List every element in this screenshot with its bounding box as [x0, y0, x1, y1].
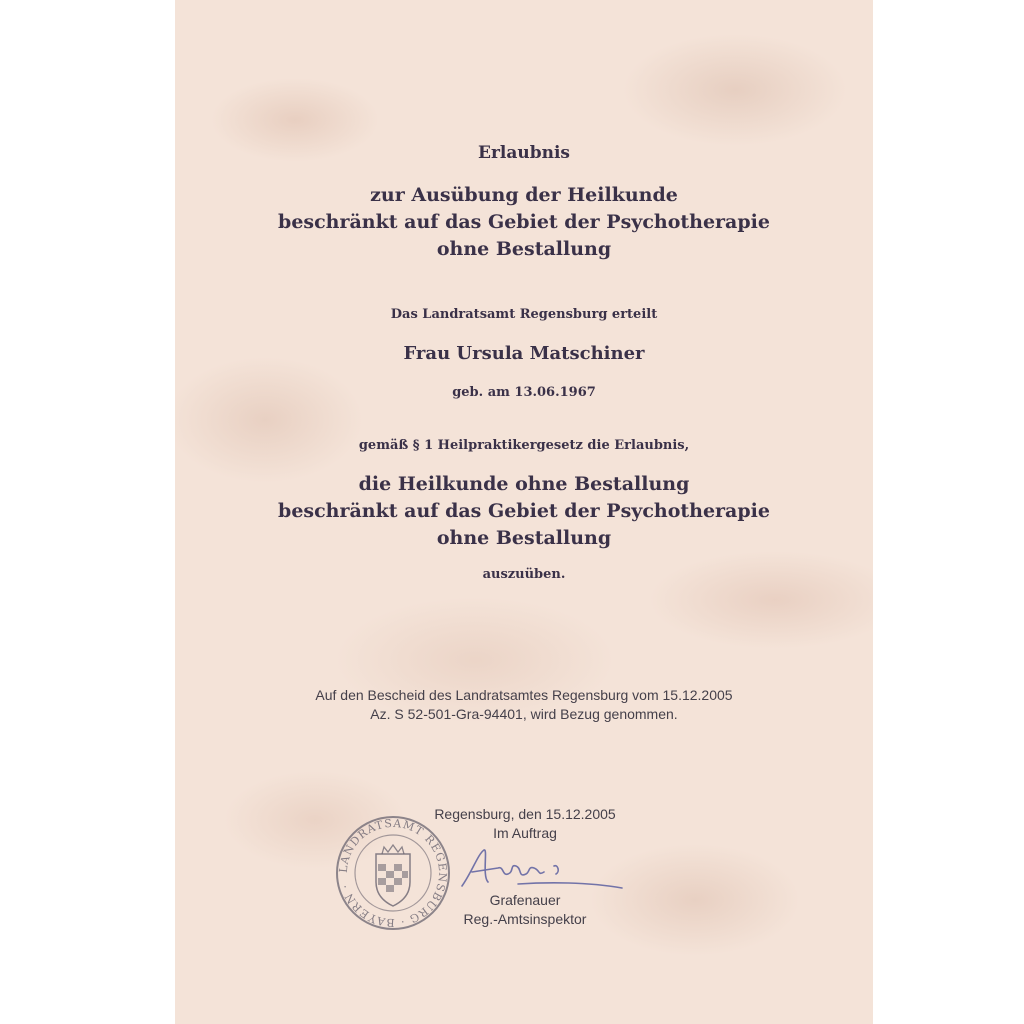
subtitle-line: beschränkt auf das Gebiet der Psychotherapie: [278, 211, 770, 233]
place-date: Regensburg, den 15.12.2005: [434, 806, 616, 822]
certificate-page: [175, 0, 873, 1024]
permission-block: [175, 471, 873, 552]
svg-text:LANDRATSAMT REGENSBURG · BAYER: LANDRATSAMT REGENSBURG · BAYERN ·: [336, 816, 450, 930]
signer-title: Reg.-Amtsinspektor: [463, 911, 587, 927]
subtitle-block: [175, 182, 873, 263]
issuer-text: Das Landratsamt Regensburg erteilt: [390, 307, 658, 322]
signer-name: Grafenauer: [489, 892, 561, 908]
legal-basis: gemäß § 1 Heilpraktikergesetz die Erlaubnis,: [358, 438, 690, 453]
permission-line: ohne Bestallung: [436, 527, 612, 549]
permission-line: die Heilkunde ohne Bestallung: [358, 473, 690, 495]
place-date-block: [425, 805, 625, 843]
reference-line: Auf den Bescheid des Landratsamtes Regensburg vom 15.12.2005: [315, 687, 733, 703]
subtitle-line: ohne Bestallung: [436, 238, 612, 260]
signer-block: [425, 891, 625, 929]
on-behalf-text: Im Auftrag: [493, 825, 557, 841]
closing-text: auszuüben.: [482, 567, 566, 582]
recipient-name: Frau Ursula Matschiner: [403, 343, 645, 364]
birth-date: geb. am 13.06.1967: [452, 385, 596, 400]
permission-line: beschränkt auf das Gebiet der Psychotherapie: [278, 500, 770, 522]
reference-line: Az. S 52-501-Gra-94401, wird Bezug genommen.: [370, 706, 678, 722]
subtitle-line: zur Ausübung der Heilkunde: [370, 184, 678, 206]
reference-block: [175, 686, 873, 724]
document-title: Erlaubnis: [477, 143, 571, 163]
